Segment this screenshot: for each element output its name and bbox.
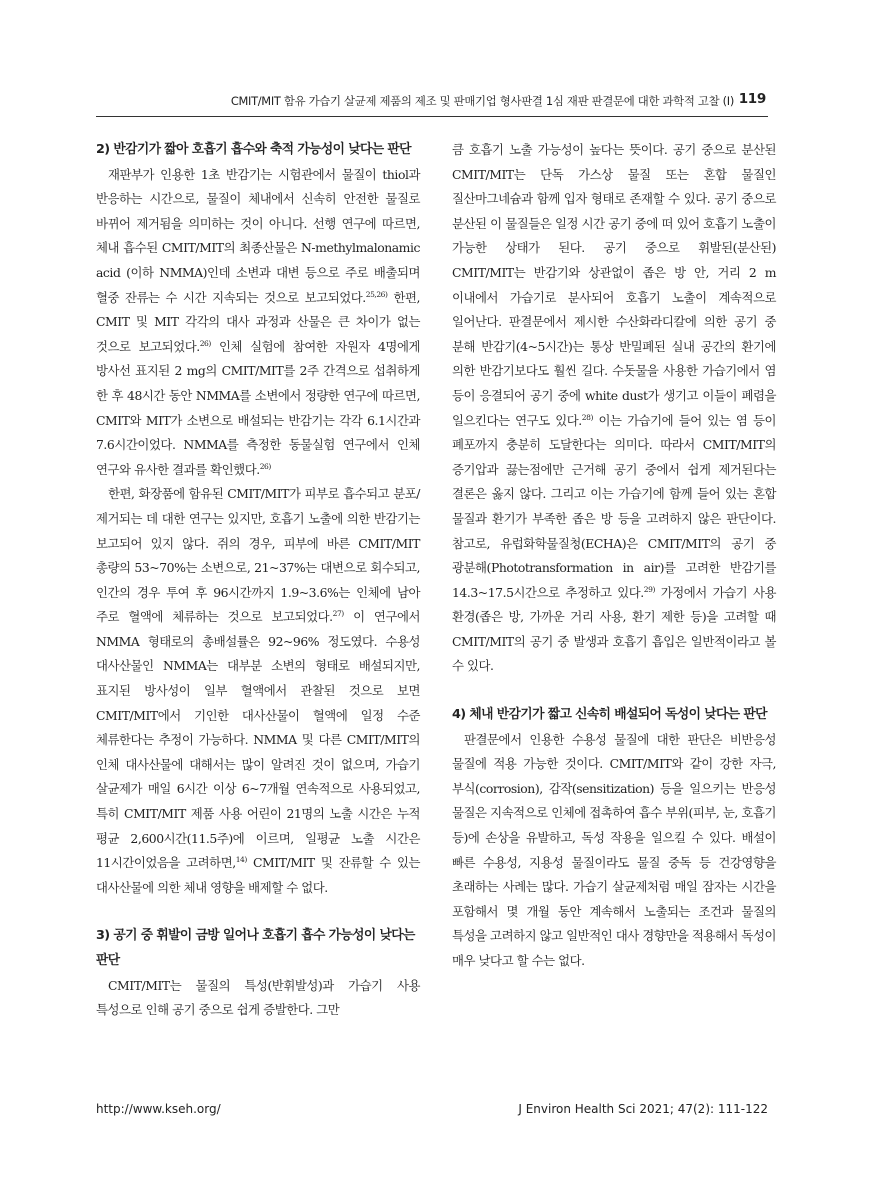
text-span: 큼 호흡기 노출 가능성이 높다는 뜻이다. 공기 중으로 분산된 CMIT/MIT는 단독 가스상 물질 또는 혼합 물질인 질산마그네슘과 함께 입자 형태로 존재할 수 있다. 공기 중으로 분산된 이 물질들은 일정 시간 공기 중에 떠 있어 호흡기 노출이 가능한 상태가 된다. 공기 중으로 휘발된(분산된) CMIT/MIT는 반감기와 상관없이 좁은 방 안, 거리 2 m 이내에서 가습기로 분사되어 호흡기 노출이 계속적으로 일어난다. 판결문에서 제시한 수산화라디칼에 의한 공기 중 분해 반감기(4~5시간)는 통상 반밀폐된 실내 공간의 환기에 의한 반감기보다도 훨씬 길다. 수돗물을 사용한 가습기에서 염 등이 응결되어 공기 중에 white dust가 생기고 이들이 폐렴을 일으킨다는 연구도 있다. [452,142,776,428]
reference-superscript: 26) [259,461,271,471]
section-heading-4: 4) 체내 반감기가 짧고 신속히 배설되어 독성이 낮다는 판단 [452,707,767,723]
text-span: 이는 가습기에 들어 있는 염 등이 폐포까지 충분히 도달한다는 의미다. 따라서 CMIT/MIT의 증기압과 끓는점에만 근거해 공기 중에서 쉽게 제거된다는 결론은 옳지 않다. 그리고 이는 가습기에 함께 들어 있는 혼합 물질과 환기가 부족한 좁은 방 등을 고려하지 않은 판단이다. 참고로, 유럽화학물질청(ECHA)은 CMIT/MIT의 공기 중 광분해(Phototransformation in air)를 고려한 반감기를 14.3~17.5시간으로 추정하고 있다. [452,412,776,600]
text-span: 재판부가 인용한 1초 반감기는 시험관에서 물질이 thiol과 반응하는 시간으로, 물질이 체내에서 신속히 안전한 물질로 바뀌어 제거됨을 의미하는 것이 아니다. 선행 연구에 따르면, 체내 흡수된 CMIT/MIT의 최종산물은 N-methylmalonamic acid (이하 NMMA)인데 소변과 대변 등으로 주로 배출되며 혈중 잔류는 수 시간 지속되는 것으로 보고되었다. [96,166,420,305]
paragraph-skin-absorption [96,482,420,900]
reference-superscript: 25,26) [365,289,388,299]
text-span: 한편, CMIT 및 MIT 각각의 대사 과정과 산물은 큰 차이가 없는 것으로 보고되었다. [96,289,420,354]
text-span: 이 연구에서 NMMA 형태로의 총배설률은 92~96% 정도였다. 수용성 대사산물인 NMMA는 대부분 소변의 형태로 배설되지만, 표지된 방사성이 일부 혈액에서 관찰된 것으로 보면 CMIT/MIT에서 기인한 대사산물이 혈액에 일정 수준 체류한다는 추정이 가능하다. NMMA 및 다른 CMIT/MIT의 인체 대사산물에 대해서는 많이 알려진 것이 없으며, 가습기 살균제가 매일 6시간 이상 6~7개월 연속적으로 사용되었고, 특히 CMIT/MIT 제품 사용 어린이 21명의 노출 시간은 누적 평균 2,600시간(11.5주)에 이르며, 일평균 노출 시간은 11시간이었음을 고려하면, [96,609,420,871]
reference-superscript: 26) [199,338,211,348]
text-span: 인체 실험에 참여한 자원자 4명에게 방사선 표지된 2 mg의 CMIT/MIT를 2주 간격으로 섭취하게 한 후 48시간 동안 NMMA를 소변에서 정량한 연구에 따르면, CMIT와 MIT가 소변으로 배설되는 반감기는 각각 6.1시간과 7.6시간이었다. NMMA를 측정한 동물실험 연구에서 인체 연구와 유사한 결과를 확인했다. [96,338,420,477]
paragraph-volatility: CMIT/MIT는 물질의 특성(반휘발성)과 가습기 사용 특성으로 인해 공기 중으로 쉽게 증발한다. 그만 [96,977,420,1018]
section-heading-3: 3) 공기 중 휘발이 금방 일어나 호흡기 흡수 가능성이 낮다는 판단 [96,928,415,968]
running-header [96,90,768,117]
text-span: CMIT/MIT 및 잔류할 수 있는 대사산물에 의한 체내 영향을 배제할 수 없다. [96,855,421,895]
running-header-title: CMIT/MIT 함유 가습기 살균제 제품의 제조 및 판매기업 형사판결 1심 재판 판결문에 대한 과학적 고찰 (I) [230,94,734,108]
journal-url: http://www.kseh.org/ [96,1102,221,1116]
right-column [452,138,776,974]
text-span: 한편, 화장품에 함유된 CMIT/MIT가 피부로 흡수되고 분포/제거되는 데 대한 연구는 있지만, 호흡기 노출에 의한 반감기는 보고되어 있지 않다. 쥐의 경우, 피부에 바른 CMIT/MIT 총량의 53~70%는 소변으로, 21~37%는 대변으로 회수되고, 인간의 경우 투여 후 96시간까지 1.9~3.6%는 인체에 남아 주로 혈액에 체류하는 것으로 보고되었다. [96,486,420,625]
reference-superscript: 27) [332,609,344,619]
paragraph-excretion: 판결문에서 인용한 수용성 물질에 대한 판단은 비반응성 물질에 적용 가능한 것이다. CMIT/MIT와 같이 강한 자극, 부식(corrosion), 감작(sensitization) 등을 일으키는 반응성 물질은 지속적으로 인체에 접촉하여 흡수 부위(피부, 눈, 호흡기 등)에 손상을 유발하고, 독성 작용을 일으킬 수 있다. 배설이 빠른 수용성, 지용성 물질이라도 물질 중독 등 건강영향을 초래하는 사례는 많다. 가습기 살균제처럼 매일 잠자는 시간을 포함해서 몇 개월 동안 계속해서 노출되는 조건과 물질의 특성을 고려하지 않고 일반적인 대사 경향만을 적용해서 독성이 매우 낮다고 할 수는 없다. [452,731,776,968]
section-heading-2: 2) 반감기가 짧아 호흡기 흡수와 축적 가능성이 낮다는 판단 [96,142,411,157]
reference-superscript: 29) [643,584,655,594]
paragraph-volatility-continued [452,138,776,679]
left-column [96,138,420,1023]
page-number: 119 [738,91,766,107]
reference-superscript: 28) [581,412,593,422]
paragraph-halflife [96,163,420,483]
journal-citation: J Environ Health Sci 2021; 47(2): 111-122 [518,1102,768,1116]
page-footer [96,1102,768,1120]
text-span: 가정에서 가습기 사용 환경(좁은 방, 가까운 거리 사용, 환기 제한 등)을 고려할 때 CMIT/MIT의 공기 중 발생과 호흡기 흡입은 일반적이라고 볼 수 있다. [452,584,776,674]
reference-superscript: 14) [235,855,247,865]
